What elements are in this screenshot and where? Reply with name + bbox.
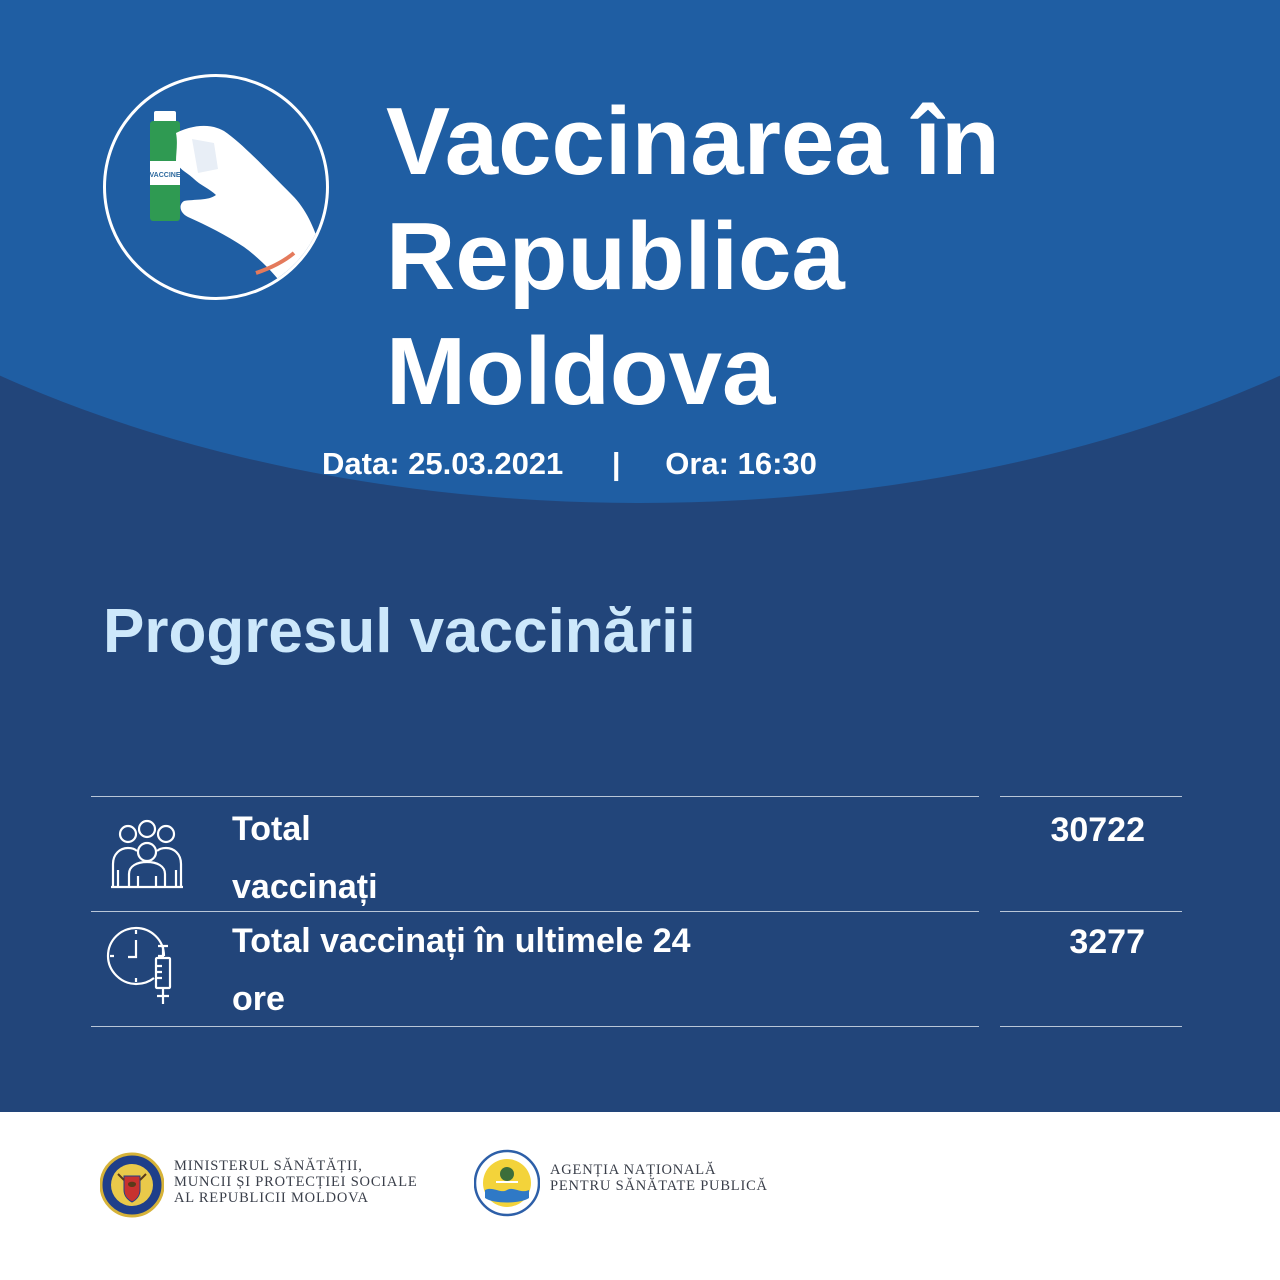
- clock-syringe-icon: [106, 922, 182, 1013]
- table-rule-top-left: [91, 796, 979, 797]
- ministry-name-line: MUNCII ȘI PROTECȚIEI SOCIALE: [174, 1174, 418, 1190]
- table-rule-bottom-right: [1000, 1026, 1182, 1027]
- people-group-icon: [110, 818, 184, 895]
- stat-label: [232, 912, 691, 1028]
- stat-value: 3277: [1069, 923, 1145, 961]
- date-time-separator: |: [611, 446, 621, 481]
- agency-name-line: AGENȚIA NAȚIONALĂ: [550, 1162, 717, 1178]
- stat-label-line: Total vaccinați în ultimele 24: [232, 922, 691, 960]
- agency-name-line: PENTRU SĂNĂTATE PUBLICĂ: [550, 1178, 768, 1194]
- vaccine-hand-icon: [103, 74, 329, 300]
- ministry-name-line: MINISTERUL SĂNĂTĂȚII,: [174, 1158, 363, 1174]
- page-title: [386, 84, 1086, 429]
- vial-label: VACCINE: [149, 172, 181, 179]
- time-label: Ora:: [665, 446, 729, 481]
- section-title: Progresul vaccinării: [103, 597, 696, 666]
- agency-seal-icon: [474, 1146, 540, 1225]
- stat-value: 30722: [1050, 811, 1145, 849]
- title-line-3: Moldova: [386, 318, 776, 425]
- government-seal-icon: [100, 1146, 164, 1229]
- ministry-name-line: AL REPUBLICII MOLDOVA: [174, 1190, 369, 1206]
- footer: [0, 1112, 1280, 1280]
- stat-label-line: Total: [232, 810, 311, 848]
- table-rule-top-right: [1000, 796, 1182, 797]
- time-value: 16:30: [737, 446, 817, 481]
- title-line-2: Republica: [386, 203, 845, 310]
- stat-label-line: vaccinați: [232, 868, 378, 906]
- date-time-line: [322, 444, 817, 484]
- stat-label: [232, 800, 378, 916]
- ministry-name: [174, 1158, 418, 1206]
- table-rule-mid-right: [1000, 911, 1182, 912]
- title-line-1: Vaccinarea în: [386, 88, 1000, 195]
- agency-name: [550, 1162, 768, 1194]
- date-label: Data:: [322, 446, 400, 481]
- stat-label-line: ore: [232, 980, 285, 1018]
- date-value: 25.03.2021: [408, 446, 564, 481]
